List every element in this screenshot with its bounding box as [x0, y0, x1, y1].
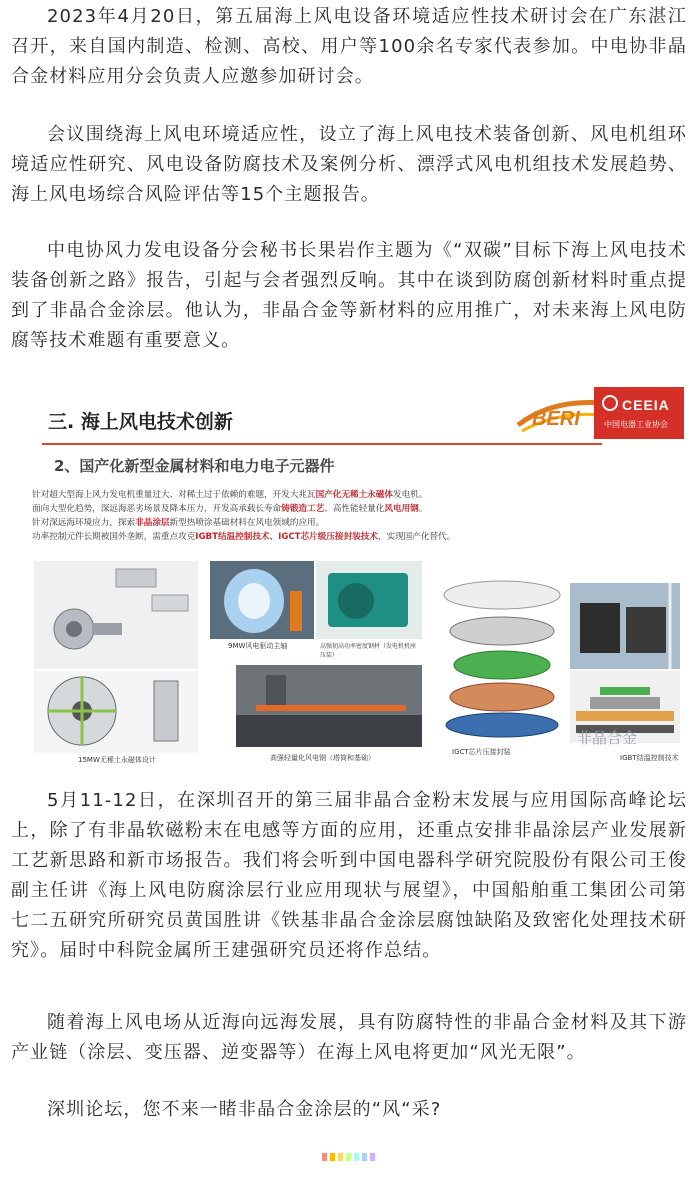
caption-shaft: 9MW风电驱动主轴 — [228, 642, 288, 650]
divider-dot — [338, 1153, 343, 1161]
shaft-photo — [210, 561, 314, 639]
slide-title-rule — [42, 443, 602, 445]
paragraph-4: 5月11-12日，在深圳召开的第三届非晶合金粉末发展与应用国际高峰论坛上，除了有非晶软磁粉末在电感等方面的应用，还重点安排非晶涂层产业发展新工艺新思路和新市场报告。我们将会听到中国电器科学研究院股份有限公司王俊副主任讲《海上风电防腐涂层行业应用现状与展望》，中国船舶重工集团公司第七二五研究所研究员黄国胜讲《铁基非晶合金涂层腐蚀缺陷及致密化处理技术研究》。届时中科院金属所王建强研究员还将作总结。 — [11, 790, 687, 961]
magnet-parts-photo — [34, 561, 198, 669]
caption-generator: 高强韧高功率密度钢材（发电机机座压装） — [320, 643, 417, 659]
steel-mill-photo — [236, 665, 422, 747]
ceeia-logo — [594, 387, 684, 439]
turbine-graphic — [570, 583, 680, 669]
divider-dot — [330, 1153, 335, 1161]
shaft-graphic — [210, 561, 314, 639]
caption-steel: 高强轻量化风电钢（塔筒和基础） — [270, 754, 375, 762]
caption-igct: IGCT芯片压接封装 — [452, 748, 511, 756]
caption-magnet: 15MW无稀土永磁体设计 — [78, 756, 156, 764]
generator-graphic — [316, 561, 422, 639]
rotor-graphic — [34, 671, 198, 753]
igct-graphic — [436, 575, 568, 745]
beri-logo-text: BERI — [532, 408, 580, 430]
watermark: 非晶合金 — [577, 729, 638, 747]
generator-photo — [316, 561, 422, 639]
ceeia-logo-subtext: 中国电器工业协会 — [604, 420, 668, 429]
slide-subtitle: 2、国产化新型金属材料和电力电子元器件 — [54, 457, 335, 475]
slide-bullet-3: 针对深远海环境应力，探索非晶涂层新型热喷涂基础材料在风电领域的应用。 — [32, 518, 325, 528]
paragraph-2: 会议围绕海上风电环境适应性，设立了海上风电技术装备创新、风电机组环境适应性研究、风电设备防腐技术及案例分析、漂浮式风电机组技术发展趋势、海上风电场综合风险评估等15个主题报告。 — [11, 124, 687, 205]
divider-dot — [346, 1153, 351, 1161]
slide-bullet-2: 面向大型化趋势，深远海恶劣场景及降本压力，开发高承载长寿命铸锻造工艺、高性能轻量化风电用钢。 — [32, 504, 428, 514]
turbine-photo — [570, 583, 680, 669]
divider-dot — [354, 1153, 359, 1161]
divider-dot — [362, 1153, 367, 1161]
divider-dot — [322, 1153, 327, 1161]
slide-bullet-1: 针对超大型海上风力发电机重量过大、对稀土过于依赖的难题，开发大兆瓦国产化无稀土永磁体发电机。 — [32, 490, 428, 500]
paragraph-3: 中电协风力发电设备分会秘书长果岩作主题为《“双碳”目标下海上风电技术装备创新之路》报告，引起与会者强烈反响。其中在谈到防腐创新材料时重点提到了非晶合金涂层。他认为，非晶合金等新材料的应用推广，对未来海上风电防腐等技术难题有重要意义。 — [11, 240, 687, 351]
caption-igbt: IGBT结温控制技术 — [620, 754, 679, 762]
igct-photo — [436, 575, 568, 745]
rotor-design-photo — [34, 671, 198, 753]
end-divider — [322, 1153, 378, 1161]
steel-mill-graphic — [236, 665, 422, 747]
ceeia-logo-text: CEEIA — [622, 397, 670, 413]
slide-bullet-4: 功率控制元件长期被国外垄断，需重点攻克IGBT结温控制技术、IGCT芯片级压接封装技术，实现国产化替代。 — [32, 532, 456, 542]
paragraph-6: 深圳论坛，您不来一睹非晶合金涂层的“风“采? — [47, 1099, 442, 1120]
slide-image — [32, 383, 684, 769]
slide-title: 三. 海上风电技术创新 — [48, 411, 233, 433]
magnet-parts-graphic — [34, 561, 198, 669]
paragraph-1: 2023年4月20日，第五届海上风电设备环境适应性技术研讨会在广东湛江召开，来自国内制造、检测、高校、用户等100余名专家代表参加。中电协非晶合金材料应用分会负责人应邀参加研讨会。 — [11, 6, 687, 87]
ceeia-ring-icon — [602, 395, 618, 411]
paragraph-5: 随着海上风电场从近海向远海发展，具有防腐特性的非晶合金材料及其下游产业链（涂层、变压器、逆变器等）在海上风电将更加“风光无限”。 — [11, 1012, 687, 1063]
divider-dot — [370, 1153, 375, 1161]
